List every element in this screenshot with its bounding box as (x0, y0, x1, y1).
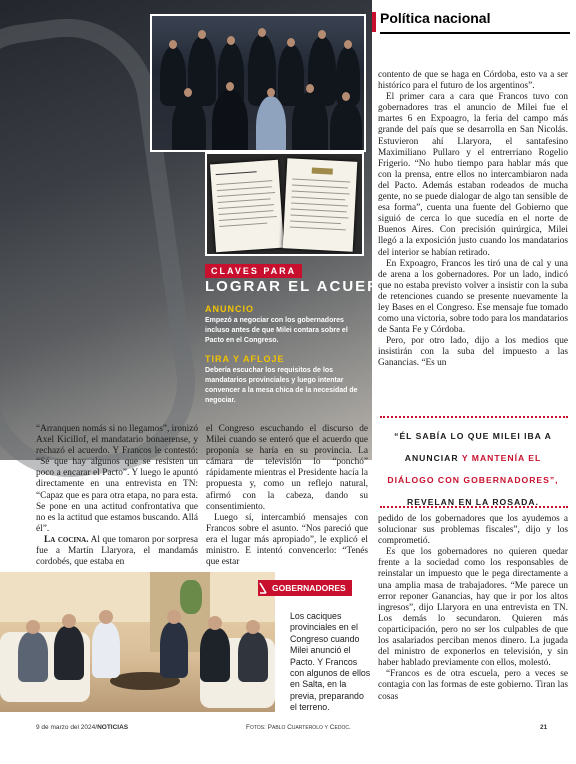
gobernadores-tag: GOBERNADORES (268, 580, 352, 596)
quote-rule-bottom (380, 506, 568, 508)
paragraph: “Francos es de otra escuela, pero a veces se contagia con las formas de este gobierno. Tiran las cosas (378, 669, 568, 702)
claves-tag: CLAVES PARA (205, 264, 302, 278)
paragraph: pedido de los gobernadores que los ayudemos a solucionar sus problemas fiscales”, dijo y los comprometió. (378, 514, 568, 547)
paragraph: La cocina. Al que tomaron por sorpresa fue a Martín Llaryora, el mandamás cordobés, que estaba en (36, 534, 198, 568)
article-column-3 (378, 70, 568, 370)
claves-item2-heading: TIRA Y AFLOJE (205, 354, 285, 364)
governors-meeting-photo (0, 572, 275, 712)
footer-date: 9 de marzo del 2024/NOTICIAS (36, 724, 129, 731)
subhead: La cocina. (44, 534, 89, 545)
article-column-2 (206, 424, 368, 568)
paragraph: Pero, por otro lado, dijo a los medios que insistirán con la suba del impuesto a las Ganancias. “Es un (378, 336, 568, 369)
paragraph: El primer cara a cara que Francos tuvo con gobernadores tras el anuncio de Milei fue el martes 6 en Expoagro, la feria del campo más grande del país que se desarrolla en San Nicolás. Estuvieron ahí Llaryora, el santafesino Maximiliano Pullaro y el entrerriano Rogelio Frigerio. “No hubo tiempo para hablar más que con la prensa, entre ellos no intercambiaron nada del Pacto. Además estaban rodeados de mucha gente, no se puede dialogar de algo tan sensible de esa forma”, cuenta una fuente del Gobierno que siguió de cerca lo que sucedía en el norte de Buenos Aires. Con precisión quirúrgica, Milei llegó a la exposición justo cuando los mandatarios del interior se habían retirado. (378, 92, 568, 258)
paragraph: contento de que se haga en Córdoba, esto va a ser histórico para el futuro de los argentinos”. (378, 70, 568, 92)
claves-title: LOGRAR EL ACUERDO (205, 278, 407, 295)
page-number: 21 (540, 724, 548, 731)
congress-photo (150, 14, 366, 152)
paragraph: Luego sí, intercambió mensajes con Francos sobre el asunto. “Nos pareció que era el lugar más apropiado”, le explicó el ministro. E intentó convencerlo: “Tenés que estar (206, 512, 368, 568)
article-column-1 (36, 424, 198, 568)
paragraph: En Expoagro, Francos les tiró una de cal y una de arena a los gobernadores. Por un lado, indicó que no estaba previsto volver a insistir con la suba de retenciones cuando se presente nuevamente la ley Bases en el Congreso. Ese mensaje fue tomado como una victoria, sobre todo para los mandatarios de Santa Fe y Córdoba. (378, 258, 569, 336)
pull-quote: “ÉL SABÍA LO QUE MILEI IBA A ANUNCIAR Y MANTENÍA EL DIÁLOGO CON GOBERNADORES”, REVELAN EN LA ROSADA. (387, 431, 559, 507)
article-column-4 (378, 514, 568, 703)
claves-item1-text: Empezó a negociar con los gobernadores incluso antes de que Milei contara sobre el Pacto en el Congreso. (205, 317, 348, 344)
paragraph: Es que los gobernadores no quieren quedar frente a la sociedad como los responsables de reinstalar un impuesto que le pega directamente a una amplia masa de trabajadores. “Me parece un error reponer Ganancias, hay que ir por los altos ingresos”, dijo Llaryora en una entrevista en TN. Los demás lo secundaron. Quieren más coparticipación, pero no ser los culpables de que los asalariados perciban menos dinero. La jugada del ministro de exponerlos en televisión, y sin haber hablado previamente con ellos, molestó. (378, 547, 568, 669)
quote-rule-top (380, 416, 568, 418)
photo-credit: Fotos: Pablo Cuarterolo y Cedoc. (246, 724, 351, 731)
paragraph: el Congreso escuchando el discurso de Milei cuando se enteró que el acuerdo que proponía se haría en su provincia. La cámara de televisión lo “ponchó” rápidamente mientras el Presidente hacía la propuesta y, como un reflejo natural, afirmó con la cabeza, dando su consentimiento. (206, 424, 368, 512)
claves-item1-heading: ANUNCIO (205, 304, 254, 314)
paragraph: “Arranquen nomás si no llegamos”, ironizó Axel Kicillof, el mandatario bonaerense, y rechazó el acuerdo. Y Francos le contestó: “Sé que hay algunos que se resisten un poco a encarar el Pacto”. Y luego le apuntó directamente en una entrevista en TN: “Capaz que es para otra etapa, no para esta. Se pone en una actitud confrontativa que no es la actitud que estamos buscando. Allá él”. (36, 424, 198, 534)
arrow-icon (258, 580, 268, 596)
claves-item2-text: Debería escuchar los requisitos de los mandatarios provinciales y luego intentar convencer a la mesa chica de la necesidad de negociar. (205, 367, 358, 404)
section-title: Política nacional (380, 10, 570, 34)
photo-caption: Los caciques provinciales en el Congreso cuando Milei anunció el Pacto. Y Francos con algunos de ellos en Salta, en la previa, preparando el terreno. (290, 611, 371, 713)
pact-document-photo (205, 152, 364, 256)
